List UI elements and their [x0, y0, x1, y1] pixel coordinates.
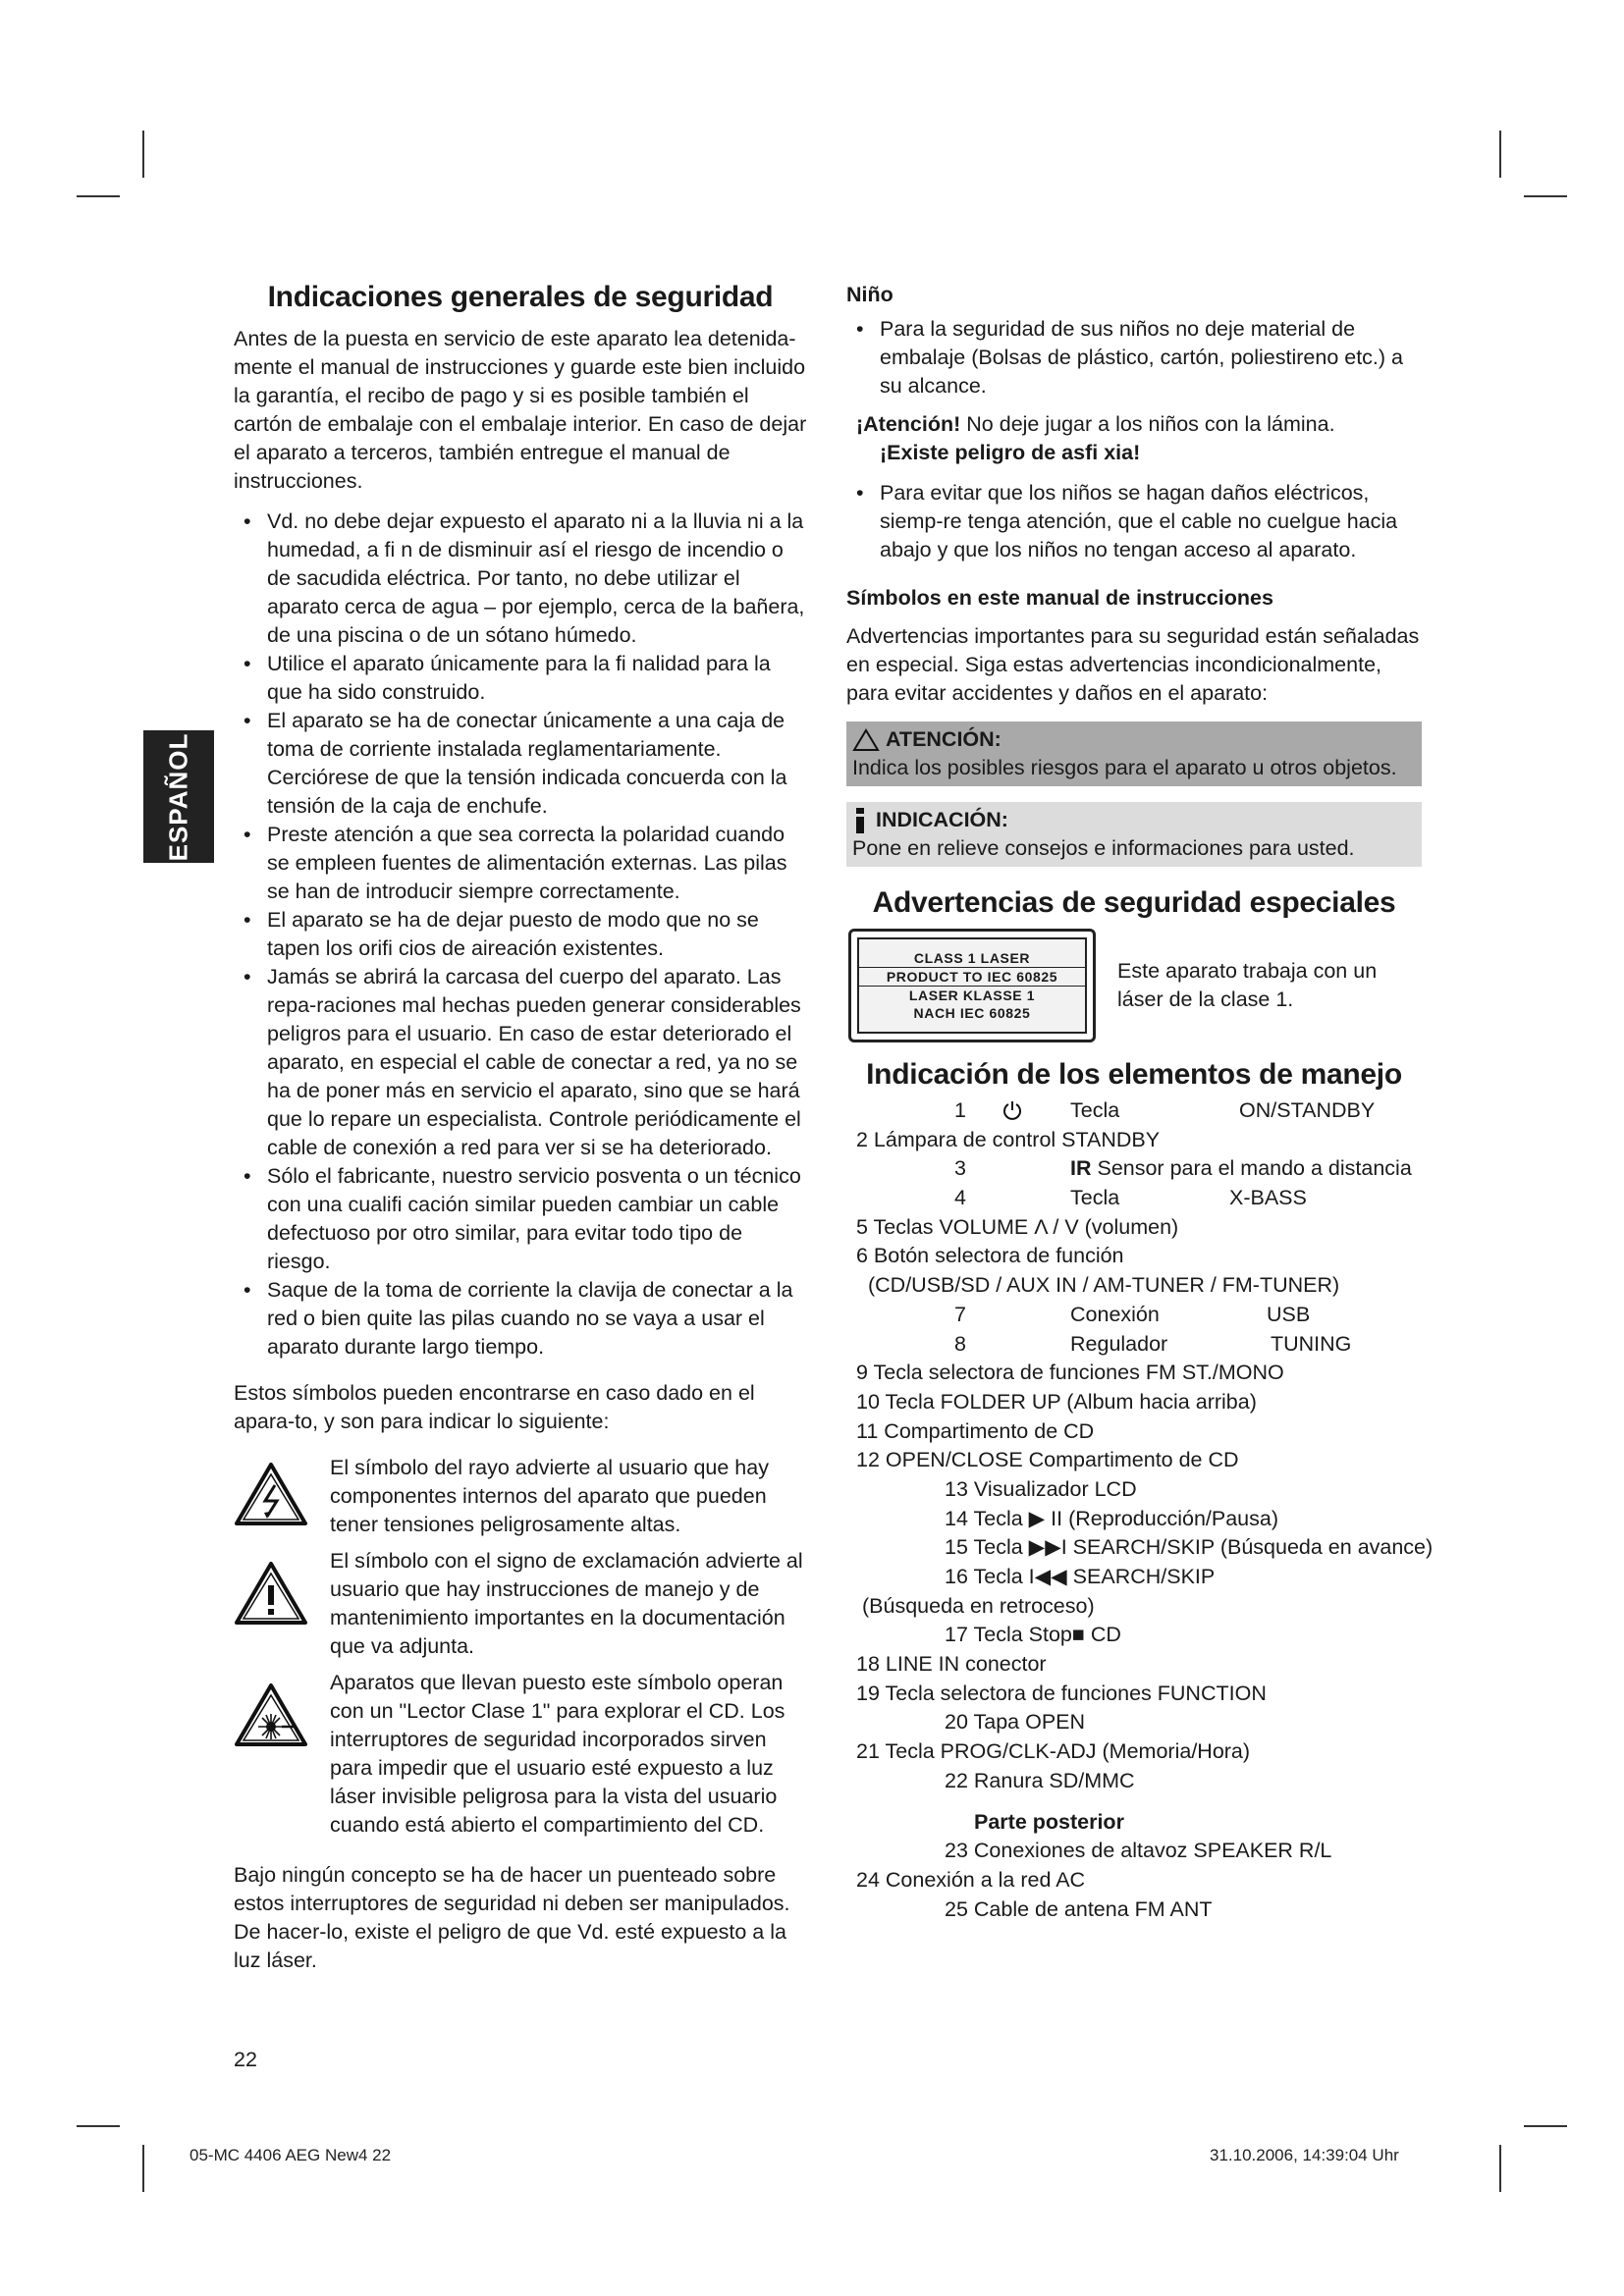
- info-icon: [852, 808, 868, 833]
- right-column: [846, 275, 1434, 1924]
- laser-warning-icon: [234, 1669, 316, 1755]
- list-item: 12 OPEN/CLOSE Compartimento de CD: [856, 1448, 1239, 1472]
- side-tab-label: ESPAÑOL: [163, 732, 193, 861]
- list-item: 2 Lámpara de control STANDBY: [856, 1127, 1161, 1151]
- list-item: 10 Tecla FOLDER UP (Album hacia arriba): [856, 1389, 1257, 1414]
- list-item: • El aparato se ha de conectar únicamente a una caja de toma de corriente instalada reglamentariamente. Cerciórese de que la tensión indicada concuerda con la tensión de la caja de enchufe.: [234, 707, 807, 821]
- page-number: 22: [234, 2048, 257, 2071]
- list-item: 17 Tecla Stop■ CD: [945, 1623, 1121, 1647]
- list-item: • Vd. no debe dejar expuesto el aparato ni a la lluvia ni a la humedad, a fi n de disminuir así el riesgo de incendio o de sacudida eléctrica. Por tanto, no debe utilizar el aparato cerca de agua – por ejemplo, cerca de la bañera, de una piscina o de un sótano húmedo.: [234, 507, 807, 650]
- crop-mark: [77, 2125, 120, 2127]
- controls-title: Indicación de los elementos de manejo: [866, 1058, 1402, 1091]
- warning-triangle-icon: [852, 728, 880, 752]
- info-title: INDICACIÓN:: [876, 808, 1008, 831]
- list-item: 6 Botón selectora de función: [856, 1244, 1124, 1268]
- list-item: 16 Tecla I◀◀ SEARCH/SKIP: [945, 1565, 1216, 1588]
- intro-paragraph: Antes de la puesta en servicio de este aparato lea detenida-mente el manual de instrucciones y guarde este bien incluido la garantía, el recibo de pago y si es posible también el cartón de embalaje con el embalaje interior. En caso de dejar el aparato a terceros, también entregue el manual de instrucciones.: [234, 327, 807, 493]
- nino-list: [846, 315, 1422, 400]
- list-item: • Utilice el aparato únicamente para la fi nalidad para la que ha sido construido.: [234, 650, 807, 707]
- lightning-warning-icon: [234, 1454, 316, 1534]
- nino-list-2: [846, 479, 1422, 564]
- list-item: • El aparato se ha de dejar puesto de modo que no se tapen los orifi cios de aireación existentes.: [234, 906, 807, 963]
- warning-box: [846, 721, 1422, 786]
- list-item: 9 Tecla selectora de funciones FM ST./MONO: [856, 1361, 1284, 1385]
- list-item: • Preste atención a que sea correcta la polaridad cuando se empleen fuentes de alimentación externas. Las pilas se han de introducir siempre correctamente.: [234, 821, 807, 906]
- crop-mark: [1499, 2145, 1501, 2192]
- safety-bullet-list: [234, 507, 807, 1362]
- laser-section: [846, 929, 1422, 1042]
- list-item: 19 Tecla selectora de funciones FUNCTION: [856, 1681, 1267, 1705]
- list-item: 13 Visualizador LCD: [945, 1476, 1137, 1501]
- list-item: Parte posterior: [974, 1809, 1124, 1834]
- list-item: • Para la seguridad de sus niños no deje material de embalaje (Bolsas de plástico, cartón, poliestireno etc.) a su alcance.: [846, 315, 1422, 400]
- laser-text: Este aparato trabaja con un láser de la clase 1.: [1117, 959, 1378, 1011]
- symbol-entry: Aparatos que llevan puesto este símbolo operan con un "Lector Clase 1" para explorar el CD. Los interruptores de seguridad incorporados sirven para impedir que el usuario esté expuesto a luz láser invisible peligrosa para la vista del usuario cuando está abierto el compartimiento del CD.: [234, 1669, 807, 1840]
- list-item: 21 Tecla PROG/CLK-ADJ (Memoria/Hora): [856, 1739, 1251, 1764]
- list-item: 24 Conexión a la red AC: [856, 1867, 1086, 1892]
- nino-title: Niño: [846, 283, 893, 306]
- crop-mark: [142, 2145, 144, 2192]
- crop-mark: [1499, 131, 1501, 178]
- list-item: 4 Tecla X-BASS: [954, 1186, 1307, 1210]
- crop-mark: [142, 131, 144, 178]
- laser-class-label: CLASS 1 LASER PRODUCT TO IEC 60825 LASER KLASSE 1 NACH IEC 60825: [848, 929, 1096, 1042]
- symbol-entry: El símbolo con el signo de exclamación advierte al usuario que hay instrucciones de manejo y de mantenimiento importantes en la documentación que va adjunta.: [234, 1547, 807, 1661]
- footer-left: 05-MC 4406 AEG New4 22: [189, 2146, 392, 2164]
- list-item: • Saque de la toma de corriente la clavija de conectar a la red o bien quite las pilas cuando no se vaya a usar el aparato durante largo tiempo.: [234, 1276, 807, 1362]
- crop-mark: [1524, 2125, 1567, 2127]
- list-item: • Para evitar que los niños se hagan daños eléctricos, siemp-re tenga atención, que el cable no cuelgue hacia abajo y que los niños no tengan acceso al aparato.: [846, 479, 1422, 564]
- left-column: [234, 275, 807, 1975]
- list-item: 15 Tecla ▶▶I SEARCH/SKIP (Búsqueda en avance): [945, 1535, 1434, 1560]
- exclamation-warning-icon: [234, 1547, 316, 1633]
- symbols-intro: Estos símbolos pueden encontrarse en caso dado en el apara-to, y son para indicar lo siguiente:: [234, 1381, 755, 1433]
- list-item: 1 Tecla ON/STANDBY: [954, 1098, 1376, 1122]
- controls-list: [846, 1096, 1434, 1924]
- list-item: 18 LINE IN conector: [856, 1652, 1047, 1677]
- list-item: 7 Conexión USB: [954, 1302, 1311, 1326]
- warning-title: ATENCIÓN:: [886, 727, 1001, 751]
- simbolos-title: Símbolos en este manual de instrucciones: [846, 586, 1273, 610]
- list-item: 20 Tapa OPEN: [945, 1710, 1086, 1735]
- list-item: (Búsqueda en retroceso): [862, 1593, 1095, 1618]
- symbol-entry: El símbolo del rayo advierte al usuario que hay componentes internos del aparato que pueden tener tensiones peligrosamente altas.: [234, 1454, 807, 1539]
- list-item: 11 Compartimento de CD: [856, 1418, 1095, 1443]
- list-item: • Sólo el fabricante, nuestro servicio posventa o un técnico con una cualifi cación similar pueden cambiar un cable defectuoso por otro similar, para evitar todo tipo de riesgo.: [234, 1162, 807, 1276]
- list-item: 14 Tecla ▶ II (Reproducción/Pausa): [945, 1506, 1279, 1530]
- general-safety-title: Indicaciones generales de seguridad: [267, 281, 774, 313]
- power-icon: [1001, 1099, 1023, 1121]
- list-item: 22 Ranura SD/MMC: [945, 1768, 1135, 1792]
- info-box: [846, 802, 1422, 867]
- list-item: 23 Conexiones de altavoz SPEAKER R/L: [945, 1839, 1332, 1863]
- closing-paragraph: Bajo ningún concepto se ha de hacer un puenteado sobre estos interruptores de seguridad ni deben ser manipulados. De hacer-lo, existe el peligro de que Vd. esté expuesto a la luz láser.: [234, 1863, 790, 1972]
- simbolos-text: Advertencias importantes para su seguridad están señaladas en especial. Siga estas advertencias incondicionalmente, para evitar accidentes y daños en el aparato:: [846, 624, 1420, 705]
- crop-mark: [1524, 195, 1567, 197]
- list-item: • Jamás se abrirá la carcasa del cuerpo del aparato. Las repa-raciones mal hechas pueden generar considerables peligros para el usuario. En caso de estar deteriorado el aparato, en especial el cable de conectar a red, ya no se ha de poner más en servicio el aparato, sino que se hará que lo repare un especialista. Controle periódicamente el cable de conexión a red para ver si se ha deteriorado.: [234, 963, 807, 1162]
- atencion-note: ¡Atención! No deje jugar a los niños con la lámina. ¡Existe peligro de asfi xia!: [856, 412, 1335, 464]
- special-safety-title: Advertencias de seguridad especiales: [872, 886, 1396, 919]
- crop-mark: [77, 195, 120, 197]
- list-item: 25 Cable de antena FM ANT: [945, 1896, 1213, 1921]
- list-item: 8 Regulador TUNING: [954, 1331, 1352, 1356]
- warning-text: Indica los posibles riesgos para el aparato u otros objetos.: [852, 756, 1397, 779]
- list-item: (CD/USB/SD / AUX IN / AM-TUNER / FM-TUNER): [868, 1273, 1340, 1298]
- language-side-tab: [143, 730, 214, 863]
- footer-right: 31.10.2006, 14:39:04 Uhr: [1210, 2146, 1399, 2164]
- list-item: 3 IR Sensor para el mando a distancia: [954, 1156, 1412, 1181]
- list-item: 5 Teclas VOLUME Λ / V (volumen): [856, 1214, 1179, 1239]
- info-text: Pone en relieve consejos e informaciones para usted.: [852, 836, 1355, 860]
